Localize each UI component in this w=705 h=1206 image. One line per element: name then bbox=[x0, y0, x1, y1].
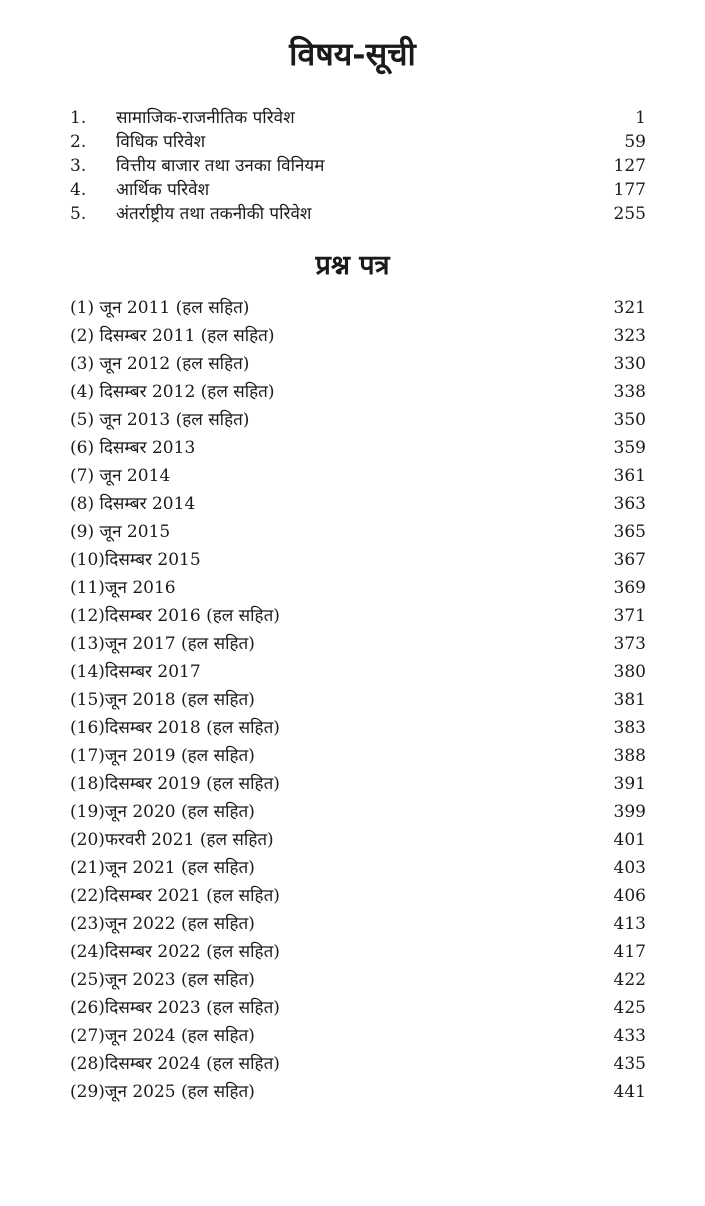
paper-page-number: 401 bbox=[613, 830, 646, 850]
chapter-page-number: 255 bbox=[613, 204, 646, 224]
paper-page-number: 417 bbox=[613, 942, 646, 962]
paper-page-number: 383 bbox=[613, 718, 646, 738]
paper-title: (28)दिसम्बर 2024 (हल सहित) bbox=[70, 1054, 280, 1074]
paper-title: (4) दिसम्बर 2012 (हल सहित) bbox=[70, 382, 275, 402]
chapter-row bbox=[70, 106, 646, 130]
paper-page-number: 380 bbox=[613, 662, 646, 682]
paper-page-number: 433 bbox=[613, 1026, 646, 1046]
chapter-list bbox=[70, 106, 646, 226]
chapter-row bbox=[70, 154, 646, 178]
paper-row bbox=[70, 854, 646, 882]
paper-title: (27)जून 2024 (हल सहित) bbox=[70, 1026, 255, 1046]
chapter-row bbox=[70, 130, 646, 154]
paper-row bbox=[70, 994, 646, 1022]
paper-title: (2) दिसम्बर 2011 (हल सहित) bbox=[70, 326, 275, 346]
chapter-number: 5. bbox=[70, 204, 87, 224]
paper-page-number: 359 bbox=[613, 438, 646, 458]
chapter-title: विधिक परिवेश bbox=[116, 132, 206, 152]
chapter-page-number: 177 bbox=[613, 180, 646, 200]
paper-row bbox=[70, 966, 646, 994]
chapter-number: 3. bbox=[70, 156, 87, 176]
paper-title: (9) जून 2015 bbox=[70, 522, 171, 542]
paper-page-number: 422 bbox=[613, 970, 646, 990]
paper-title: (19)जून 2020 (हल सहित) bbox=[70, 802, 255, 822]
chapter-title: आर्थिक परिवेश bbox=[116, 180, 210, 200]
chapter-page-number: 127 bbox=[613, 156, 646, 176]
paper-title: (29)जून 2025 (हल सहित) bbox=[70, 1082, 255, 1102]
paper-title: (5) जून 2013 (हल सहित) bbox=[70, 410, 250, 430]
chapter-number: 1. bbox=[70, 108, 87, 128]
paper-row bbox=[70, 378, 646, 406]
paper-page-number: 435 bbox=[613, 1054, 646, 1074]
paper-row bbox=[70, 742, 646, 770]
chapter-page-number: 1 bbox=[635, 108, 646, 128]
paper-row bbox=[70, 910, 646, 938]
paper-title: (7) जून 2014 bbox=[70, 466, 171, 486]
paper-list bbox=[70, 294, 646, 1106]
paper-title: (23)जून 2022 (हल सहित) bbox=[70, 914, 255, 934]
chapter-number: 2. bbox=[70, 132, 87, 152]
paper-page-number: 371 bbox=[613, 606, 646, 626]
paper-row bbox=[70, 630, 646, 658]
paper-row bbox=[70, 434, 646, 462]
paper-row bbox=[70, 1078, 646, 1106]
paper-title: (13)जून 2017 (हल सहित) bbox=[70, 634, 255, 654]
section-heading: प्रश्न पत्र bbox=[315, 250, 390, 281]
paper-row bbox=[70, 518, 646, 546]
chapter-title: अंतर्राष्ट्रीय तथा तकनीकी परिवेश bbox=[116, 204, 312, 224]
paper-title: (25)जून 2023 (हल सहित) bbox=[70, 970, 255, 990]
paper-row bbox=[70, 462, 646, 490]
paper-row bbox=[70, 882, 646, 910]
paper-row bbox=[70, 546, 646, 574]
paper-row bbox=[70, 798, 646, 826]
chapter-number: 4. bbox=[70, 180, 87, 200]
paper-row bbox=[70, 490, 646, 518]
paper-page-number: 369 bbox=[613, 578, 646, 598]
paper-title: (21)जून 2021 (हल सहित) bbox=[70, 858, 255, 878]
paper-title: (22)दिसम्बर 2021 (हल सहित) bbox=[70, 886, 280, 906]
paper-row bbox=[70, 322, 646, 350]
chapter-row bbox=[70, 202, 646, 226]
paper-row bbox=[70, 294, 646, 322]
paper-page-number: 381 bbox=[613, 690, 646, 710]
paper-row bbox=[70, 350, 646, 378]
paper-title: (26)दिसम्बर 2023 (हल सहित) bbox=[70, 998, 280, 1018]
paper-title: (17)जून 2019 (हल सहित) bbox=[70, 746, 255, 766]
paper-page-number: 323 bbox=[613, 326, 646, 346]
paper-page-number: 403 bbox=[613, 858, 646, 878]
paper-title: (16)दिसम्बर 2018 (हल सहित) bbox=[70, 718, 280, 738]
paper-title: (18)दिसम्बर 2019 (हल सहित) bbox=[70, 774, 280, 794]
paper-page-number: 321 bbox=[613, 298, 646, 318]
paper-row bbox=[70, 714, 646, 742]
paper-page-number: 373 bbox=[613, 634, 646, 654]
paper-row bbox=[70, 938, 646, 966]
paper-row bbox=[70, 826, 646, 854]
paper-row bbox=[70, 1022, 646, 1050]
paper-row bbox=[70, 406, 646, 434]
paper-row bbox=[70, 686, 646, 714]
paper-page-number: 361 bbox=[613, 466, 646, 486]
paper-row bbox=[70, 658, 646, 686]
paper-row bbox=[70, 602, 646, 630]
page-title: विषय-सूची bbox=[289, 35, 416, 73]
paper-title: (11)जून 2016 bbox=[70, 578, 176, 598]
paper-title: (14)दिसम्बर 2017 bbox=[70, 662, 201, 682]
paper-title: (3) जून 2012 (हल सहित) bbox=[70, 354, 250, 374]
paper-row bbox=[70, 770, 646, 798]
paper-page-number: 330 bbox=[613, 354, 646, 374]
paper-title: (20)फरवरी 2021 (हल सहित) bbox=[70, 830, 274, 850]
paper-page-number: 350 bbox=[613, 410, 646, 430]
paper-page-number: 413 bbox=[613, 914, 646, 934]
paper-title: (6) दिसम्बर 2013 bbox=[70, 438, 196, 458]
paper-page-number: 406 bbox=[613, 886, 646, 906]
paper-page-number: 338 bbox=[613, 382, 646, 402]
paper-title: (12)दिसम्बर 2016 (हल सहित) bbox=[70, 606, 280, 626]
chapter-page-number: 59 bbox=[624, 132, 646, 152]
paper-title: (10)दिसम्बर 2015 bbox=[70, 550, 201, 570]
paper-page-number: 425 bbox=[613, 998, 646, 1018]
paper-row bbox=[70, 1050, 646, 1078]
paper-page-number: 391 bbox=[613, 774, 646, 794]
chapter-title: सामाजिक-राजनीतिक परिवेश bbox=[116, 108, 295, 128]
chapter-title: वित्तीय बाजार तथा उनका विनियम bbox=[116, 156, 325, 176]
paper-title: (1) जून 2011 (हल सहित) bbox=[70, 298, 250, 318]
paper-title: (8) दिसम्बर 2014 bbox=[70, 494, 196, 514]
paper-page-number: 441 bbox=[613, 1082, 646, 1102]
paper-page-number: 363 bbox=[613, 494, 646, 514]
paper-row bbox=[70, 574, 646, 602]
paper-page-number: 399 bbox=[613, 802, 646, 822]
paper-title: (24)दिसम्बर 2022 (हल सहित) bbox=[70, 942, 280, 962]
paper-page-number: 388 bbox=[613, 746, 646, 766]
paper-page-number: 365 bbox=[613, 522, 646, 542]
chapter-row bbox=[70, 178, 646, 202]
paper-page-number: 367 bbox=[613, 550, 646, 570]
paper-title: (15)जून 2018 (हल सहित) bbox=[70, 690, 255, 710]
